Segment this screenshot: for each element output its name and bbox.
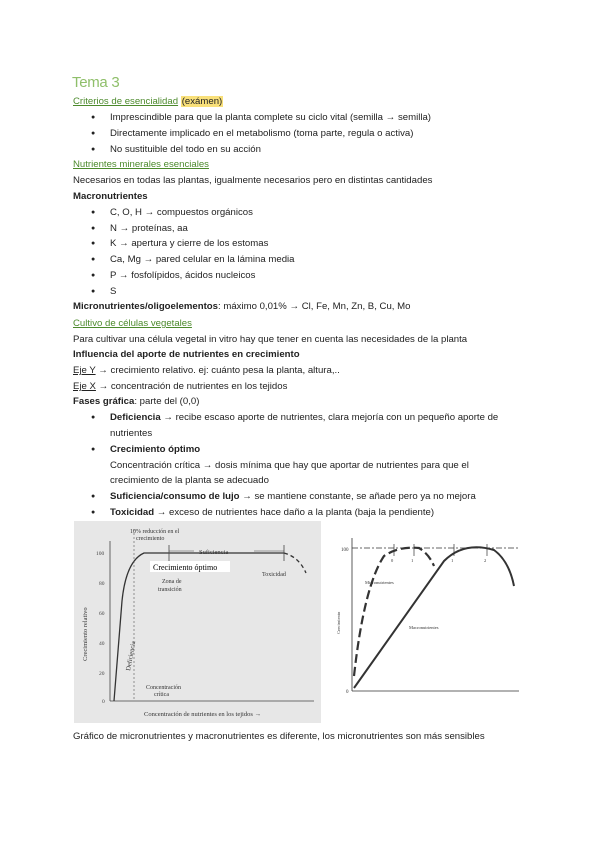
influencia-heading: Influencia del aporte de nutrientes en crecimiento	[73, 349, 300, 360]
document-page: Tema 3 Criterios de esencialidad (exámen) Imprescindible para que la planta complete su ciclo vital (semilla → semilla) Directamente implicado en el metabolismo (toma parte, regula o activa) No sustituible del todo en su acción Nutrientes minerales esenciales Necesarios en todas las plantas, igualmente necesarios pero en distintas cantidades Macronutrientes C, O, H → compuestos orgánicos N → proteínas, aa K → apertura y cierre de los estomas Ca, Mg → pared celular en la lámina media P → fosfolípidos, ácidos nucleicos S Micronutrientes/oligoelementos: máximo 0,01% → Cl, Fe, Mn, Zn, B, Cu, Mo Cultivo de células vegetales Para cultivar una célula vegetal in vitro hay que tener en cuenta las necesidades de la planta Influencia del aporte de nutrientes en crecimiento Eje Y → crecimiento relativo. ej: cuánto pesa la planta, altura,.. Eje X → concentración de nutrientes en los tejidos Fases gráfica: parte del (0,0) Deficiencia → recibe escaso aporte de nutrientes, clara mejoría con un pequeño aporte de nutrientes Crecimiento óptimo Concentración crítica → dosis mínima que hay que aportar de nutrientes para que el crecimiento de la planta se adecuado Suficiencia/consumo de lujo → se mantiene constante, se añade pero ya no mejora Toxicidad → exceso de nutrientes hace daño a la planta (baja la pendiente) 100 80 60 40 20 0 10% reducción en el crecimiento Suficiencia Toxicidad Crecimiento óptimo Zona de transición Concentración crítica Deficiencia Crecimiento relativo Concentración de nutrientes en los tejidos → 100 0 0 1 1 2 Micronutrientes Macronutrientes Crecimiento Gráfico de micronutrientes y macronutrientes es diferente, los micronutrientes son más sensibles	[0, 0, 600, 848]
section-cultivo-label: Cultivo de células vegetales	[73, 318, 192, 329]
list-item-continuation: nutrientes	[110, 428, 153, 439]
section-criterios	[73, 95, 223, 108]
tick-label: 100	[96, 551, 105, 557]
zona-label: Zona de	[162, 579, 182, 585]
growth-phases-figure	[74, 521, 321, 723]
macro-label: Macronutrientes	[409, 625, 439, 630]
growth-phases-svg	[74, 521, 321, 723]
deficiencia-label: Deficiencia	[125, 640, 138, 672]
ylabel: Crecimiento relativo	[82, 607, 89, 661]
note-text: 10% reducción en el	[130, 529, 180, 535]
tick-label: 0	[346, 690, 349, 695]
exam-highlight: (exámen)	[181, 96, 223, 107]
tick-label: 80	[99, 581, 105, 587]
section-nutrientes-label: Nutrientes minerales esenciales	[73, 159, 209, 170]
page-title: Tema 3	[72, 74, 120, 91]
micro-macro-svg	[329, 526, 525, 717]
toxicidad-label: Toxicidad	[262, 572, 286, 578]
xlabel: Concentración de nutrientes en los tejidos →	[144, 711, 261, 718]
mark-label: 2	[484, 558, 487, 563]
suficiencia-label: Suficiencia	[199, 549, 229, 556]
list-item-continuation: crecimiento de la planta se adecuado	[110, 475, 269, 486]
fases-line: Fases gráfica: parte del (0,0)	[73, 396, 200, 407]
conc-label: Concentración	[146, 685, 181, 691]
tick-label: 60	[99, 611, 105, 617]
nutrientes-text: Necesarios en todas las plantas, igualmente necesarios pero en distintas cantidades	[73, 175, 433, 186]
mark-label: 1	[451, 558, 454, 563]
eje-y-line: Eje Y → crecimiento relativo. ej: cuánto pesa la planta, altura,..	[73, 365, 340, 376]
micro-label: Micronutrientes	[365, 580, 394, 585]
conc-label: crítica	[154, 692, 169, 698]
tick-label: 100	[341, 548, 349, 553]
figure-caption: Gráfico de micronutrientes y macronutrientes es diferente, los micronutrientes son más sensibles	[73, 731, 485, 742]
macronutrientes-heading: Macronutrientes	[73, 191, 148, 202]
tick-label: 0	[102, 699, 105, 705]
zona-label: transición	[158, 587, 182, 593]
mark-label: 0	[391, 558, 394, 563]
note-text: crecimiento	[136, 536, 165, 542]
list-item-continuation: Concentración crítica → dosis mínima que hay que aportar de nutrientes para que el	[110, 460, 469, 471]
mark-label: 1	[411, 558, 414, 563]
micro-macro-figure	[329, 526, 525, 717]
eje-x-line: Eje X → concentración de nutrientes en los tejidos	[73, 381, 288, 392]
cultivo-text: Para cultivar una célula vegetal in vitro hay que tener en cuenta las necesidades de la planta	[73, 334, 468, 345]
section-criterios-label: Criterios de esencialidad	[73, 96, 179, 107]
micronutrientes-line: Micronutrientes/oligoelementos: máximo 0,01% → Cl, Fe, Mn, Zn, B, Cu, Mo	[73, 301, 411, 312]
tick-label: 20	[99, 671, 105, 677]
tick-label: 40	[99, 641, 105, 647]
ylabel: Crecimiento	[336, 611, 341, 634]
optimo-label: Crecimiento óptimo	[153, 563, 218, 572]
